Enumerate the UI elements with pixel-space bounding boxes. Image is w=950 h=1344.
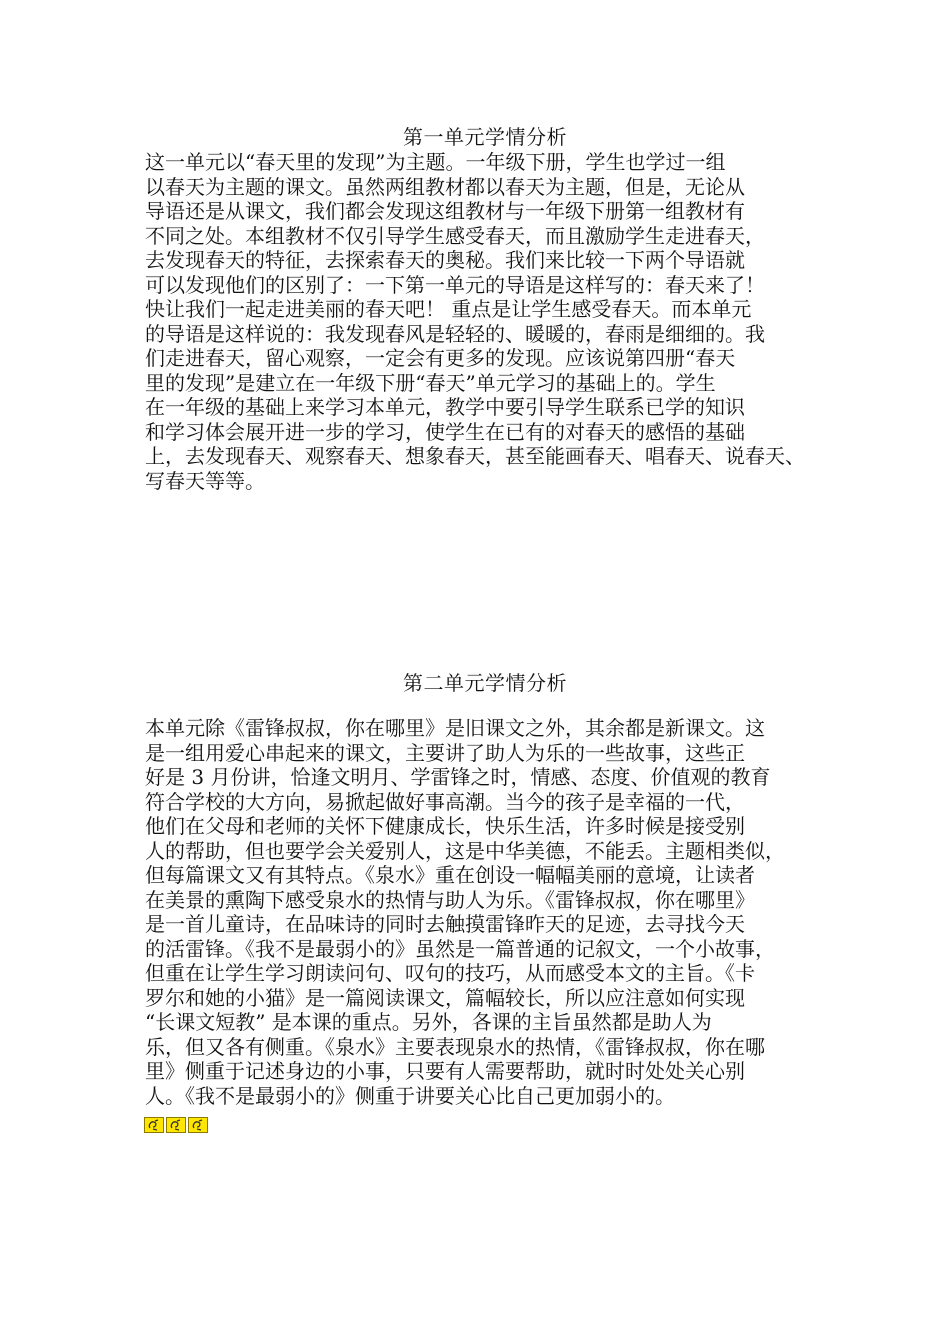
paragraph-line: 好是 3 月份讲，恰逢文明月、学雷锋之时，情感、态度、价值观的教育 — [145, 765, 771, 789]
paragraph-line: 这一单元以“春天里的发现”为主题。一年级下册，学生也学过一组 — [145, 150, 726, 174]
paragraph-line: 和学习体会展开进一步的学习，使学生在已有的对春天的感悟的基础 — [145, 419, 745, 444]
paragraph-line: 写春天等等。 — [145, 468, 265, 493]
paragraph-line: 人的帮助，但也要学会关爱别人，这是中华美德，不能丢。主题相类似， — [145, 838, 785, 863]
paragraph-line: 里的发现”是建立在一年级下册“春天”单元学习的基础上的。学生 — [145, 370, 716, 395]
paragraph-line: 符合学校的大方向，易掀起做好事高潮。当今的孩子是幸福的一代， — [145, 789, 745, 814]
paragraph-line: 他们在父母和老师的关怀下健康成长，快乐生活，许多时候是接受别 — [145, 814, 745, 838]
paragraph-line: 们走进春天，留心观察，一定会有更多的发现。应该说第四册“春天 — [145, 346, 736, 370]
paragraph-line: 里》侧重于记述身边的小事，只要有人需要帮助，就时时处处关心别 — [145, 1059, 745, 1083]
paragraph-line: 以春天为主题的课文。虽然两组教材都以春天为主题，但是，无论从 — [145, 174, 745, 199]
paragraph-line: 但每篇课文又有其特点。《泉水》重在创设一幅幅美丽的意境，让读者 — [145, 863, 755, 887]
unit-two-analysis — [145, 670, 825, 1108]
unit-one-body — [145, 150, 825, 493]
paragraph-line: 在美景的熏陶下感受泉水的热情与助人为乐。《雷锋叔叔，你在哪里》 — [145, 887, 755, 912]
paragraph-line: 在一年级的基础上来学习本单元，教学中要引导学生联系已学的知识 — [145, 395, 745, 419]
paragraph-line: “长课文短教” 是本课的重点。另外，各课的主旨虽然都是助人为 — [145, 1010, 712, 1034]
paragraph-line: 的活雷锋。《我不是最弱小的》虽然是一篇普通的记叙文，一个小故事， — [145, 936, 775, 961]
decorative-icon-strip — [144, 1117, 208, 1133]
paragraph-line: 罗尔和她的小猫》是一篇阅读课文，篇幅较长，所以应注意如何实现 — [145, 985, 745, 1010]
paragraph-line: 可以发现他们的区别了：一下第一单元的导语是这样写的：春天来了！ — [145, 272, 765, 297]
paragraph-line: 乐，但又各有侧重。《泉水》主要表现泉水的热情，《雷锋叔叔，你在哪 — [145, 1034, 765, 1059]
paragraph-line: 人。《我不是最弱小的》侧重于讲要关心比自己更加弱小的。 — [145, 1083, 675, 1108]
swirl-icon — [188, 1117, 208, 1133]
unit-one-analysis — [145, 124, 825, 493]
swirl-icon — [166, 1117, 186, 1133]
paragraph-line: 本单元除《雷锋叔叔，你在哪里》是旧课文之外，其余都是新课文。这 — [145, 716, 765, 740]
paragraph-line: 是一组用爱心串起来的课文，主要讲了助人为乐的一些故事，这些正 — [145, 740, 745, 765]
unit-one-title: 第一单元学情分析 — [403, 125, 567, 149]
paragraph-line: 的导语是这样说的：我发现春风是轻轻的、暖暖的，春雨是细细的。我 — [145, 321, 765, 346]
swirl-icon — [144, 1117, 164, 1133]
paragraph-line: 不同之处。本组教材不仅引导学生感受春天，而且激励学生走进春天， — [145, 223, 765, 248]
paragraph-line: 快让我们一起走进美丽的春天吧！ 重点是让学生感受春天。而本单元 — [145, 297, 752, 321]
paragraph-line: 是一首儿童诗，在品味诗的同时去触摸雷锋昨天的足迹，去寻找今天 — [145, 912, 745, 936]
unit-two-body — [145, 716, 825, 1108]
unit-two-title: 第二单元学情分析 — [403, 671, 567, 695]
paragraph-line: 上，去发现春天、观察春天、想象春天，甚至能画春天、唱春天、说春天、 — [145, 444, 805, 468]
paragraph-line: 但重在让学生学习朗读问句、叹句的技巧，从而感受本文的主旨。《卡 — [145, 961, 755, 985]
paragraph-line: 去发现春天的特征，去探索春天的奥秘。我们来比较一下两个导语就 — [145, 248, 745, 272]
paragraph-line: 导语还是从课文，我们都会发现这组教材与一年级下册第一组教材有 — [145, 199, 745, 223]
